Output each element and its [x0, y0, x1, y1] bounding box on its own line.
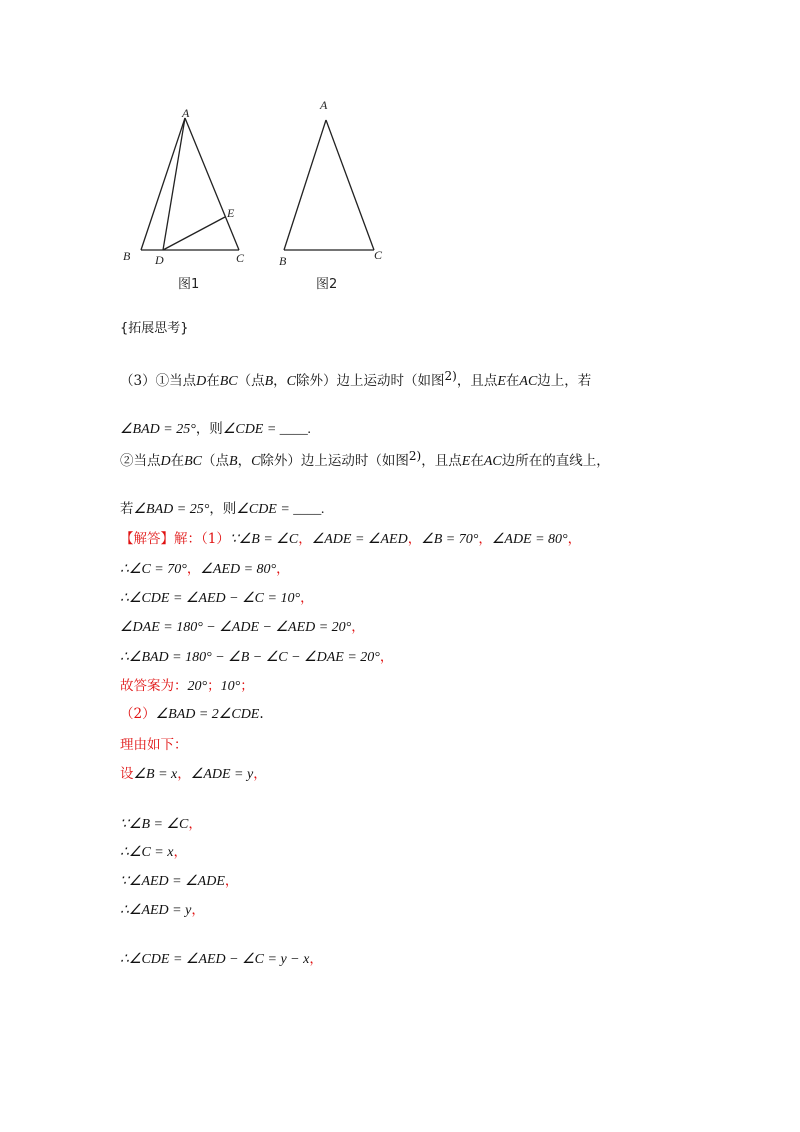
fig2-label-b: B	[279, 254, 287, 265]
figure-2-diagram	[270, 95, 400, 265]
fig1-label-c: C	[236, 251, 245, 265]
fig2-label-a: A	[320, 98, 328, 112]
answer-line-7: （2）∠BAD = 2∠CDE.	[120, 706, 264, 722]
fig1-label-e: E	[227, 206, 235, 220]
q3-line-4: 若∠BAD = 25°，则∠CDE = ____.	[120, 501, 325, 517]
q3-line-3: ②当点D在BC（点B，C除外）边上运动时（如图2)，且点E在AC边所在的直线上，	[120, 449, 610, 469]
fig1-side-ac	[185, 118, 239, 250]
fig1-segment-ad	[163, 118, 185, 250]
figure-2	[270, 95, 400, 265]
answer-line-1: 【解答】解：（1）∵∠B = ∠C，∠ADE = ∠AED，∠B = 70°，∠ADE = 80°，	[120, 531, 582, 547]
fig2-side-ab	[284, 120, 326, 250]
fig1-label-a: A	[182, 106, 190, 120]
fig2-label-c: C	[374, 248, 383, 262]
answer-line-8: 理由如下：	[120, 737, 188, 753]
answer-line-6: 故答案为：20°；10°；	[120, 678, 254, 694]
answer-line-2: ∴∠C = 70°，∠AED = 80°，	[120, 561, 290, 577]
figure-1	[115, 100, 265, 270]
fig1-label-d: D	[155, 253, 164, 267]
answer-line-3: ∴∠CDE = ∠AED − ∠C = 10°，	[120, 590, 314, 606]
answer-line-12: ∵∠AED = ∠ADE，	[120, 873, 239, 889]
answer-line-4: ∠DAE = 180° − ∠ADE − ∠AED = 20°，	[120, 619, 365, 635]
answer-line-5: ∴∠BAD = 180° − ∠B − ∠C − ∠DAE = 20°，	[120, 649, 394, 665]
figure-2-caption: 图2	[316, 277, 338, 292]
q3-line-1: （3）①当点D在BC（点B，C除外）边上运动时（如图2)，且点E在AC边上，若	[120, 369, 592, 389]
fig1-side-ab	[141, 118, 185, 250]
figure-1-diagram	[115, 100, 265, 270]
answer-line-10: ∵∠B = ∠C，	[120, 816, 202, 832]
answer-line-11: ∴∠C = x，	[120, 844, 187, 860]
fig1-segment-de	[163, 217, 225, 250]
section-heading: {拓展思考}	[120, 321, 189, 336]
answer-line-13: ∴∠AED = y，	[120, 902, 205, 918]
figure-1-caption: 图1	[178, 277, 200, 292]
answer-line-9: 设∠B = x，∠ADE = y，	[120, 766, 267, 782]
q3-line-2: ∠BAD = 25°，则∠CDE = ____.	[120, 421, 312, 437]
answer-line-14: ∴∠CDE = ∠AED − ∠C = y − x，	[120, 951, 323, 967]
fig2-side-ac	[326, 120, 374, 250]
fig1-label-b: B	[123, 249, 131, 263]
